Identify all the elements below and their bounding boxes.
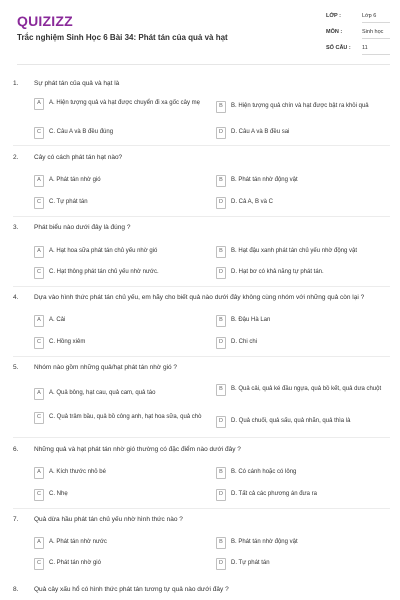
grade-label: LỚP :	[326, 13, 341, 19]
worksheet-title: Trắc nghiệm Sinh Học 6 Bài 34: Phát tán của quả và hạt	[17, 33, 228, 42]
option-text: D. Chi chi	[231, 339, 258, 346]
option-text: D. Tất cả các phương án đưa ra	[231, 491, 317, 498]
option-letter-box: C	[34, 197, 44, 209]
option-text: D. Cả A, B và C	[231, 199, 274, 206]
worksheet-header	[0, 0, 400, 72]
option-d[interactable]	[216, 197, 394, 209]
option-letter-box: C	[34, 267, 44, 279]
question-divider	[13, 356, 390, 357]
option-text: C. Tự phát tán	[49, 199, 88, 206]
option-text: B. Hiện tượng quả chín và hạt được bật ra khỏi quả	[231, 103, 369, 110]
option-text: A. Quả bông, hạt cau, quả cam, quả táo	[49, 390, 156, 397]
option-a[interactable]	[34, 537, 204, 549]
question-divider	[13, 145, 390, 146]
option-letter-box: B	[216, 467, 226, 479]
question-number: 3.	[13, 224, 19, 231]
question-number: 5.	[13, 364, 19, 371]
option-text: C. Câu A và B đều đúng	[49, 129, 114, 136]
option-a[interactable]	[34, 98, 204, 110]
question-text: Quả cây xấu hổ có hình thức phát tán tương tự quả nào dưới đây ?	[34, 586, 229, 593]
meta-underline	[362, 54, 390, 55]
option-b[interactable]	[216, 246, 394, 258]
question-divider	[13, 286, 390, 287]
option-text: D. Quả chuối, quả sấu, quả nhãn, quả thìa là	[231, 418, 351, 425]
option-text: B. Phát tán nhờ động vật	[231, 177, 298, 184]
subject-label: MÔN :	[326, 29, 343, 35]
option-b[interactable]	[216, 467, 394, 479]
option-c[interactable]	[34, 558, 204, 570]
option-text: A. Phát tán nhờ nước	[49, 539, 107, 546]
option-text: D. Hạt bơ có khả năng tự phát tán.	[231, 269, 324, 276]
option-letter-box: A	[34, 388, 44, 400]
option-letter-box: D	[216, 197, 226, 209]
option-b[interactable]	[216, 175, 394, 187]
option-b[interactable]	[216, 315, 394, 327]
question-text: Quả dừa hầu phát tán chủ yếu nhờ hình thức nào ?	[34, 516, 183, 523]
question-text: Phát biểu nào dưới đây là đúng ?	[34, 224, 131, 231]
option-letter-box: A	[34, 175, 44, 187]
option-letter-box: D	[216, 489, 226, 501]
option-text: B. Hạt đậu xanh phát tán chủ yếu nhờ động vật	[231, 248, 358, 255]
option-c[interactable]	[34, 489, 204, 501]
option-letter-box: C	[34, 127, 44, 139]
option-a[interactable]	[34, 315, 204, 327]
option-b[interactable]	[216, 101, 394, 113]
option-letter-box: D	[216, 337, 226, 349]
option-b[interactable]	[216, 384, 394, 396]
option-letter-box: D	[216, 267, 226, 279]
question-number: 6.	[13, 446, 19, 453]
option-text: C. Hồng xiêm	[49, 339, 86, 346]
question-text: Sự phát tán của quả và hạt là	[34, 80, 120, 87]
option-text: A. Kích thước nhỏ bé	[49, 469, 106, 476]
option-a[interactable]	[34, 175, 204, 187]
option-letter-box: A	[34, 246, 44, 258]
option-c[interactable]	[34, 337, 204, 349]
option-d[interactable]	[216, 416, 394, 428]
option-text: A. Cải	[49, 317, 66, 324]
option-d[interactable]	[216, 127, 394, 139]
option-d[interactable]	[216, 267, 394, 279]
option-text: C. Nhẹ	[49, 491, 68, 498]
option-a[interactable]	[34, 246, 204, 258]
grade-value: Lớp 6	[362, 13, 377, 19]
question-number: 2.	[13, 154, 19, 161]
question-divider	[13, 216, 390, 217]
option-letter-box: B	[216, 246, 226, 258]
option-text: B. Phát tán nhờ động vật	[231, 539, 298, 546]
option-letter-box: A	[34, 467, 44, 479]
option-letter-box: C	[34, 412, 44, 424]
question-text: Những quả và hạt phát tán nhờ gió thường có đặc điểm nào dưới đây ?	[34, 446, 241, 453]
option-letter-box: B	[216, 175, 226, 187]
subject-value: Sinh học	[362, 29, 384, 35]
meta-row-grade	[326, 13, 390, 29]
option-text: B. Quả cải, quả ké đầu ngựa, quả bồ kết, quả dưa chuột	[231, 386, 382, 393]
option-text: C. Phát tán nhờ gió	[49, 560, 101, 567]
meta-underline	[362, 22, 390, 23]
option-a[interactable]	[34, 388, 204, 400]
quizizz-logo: QUIZIZZ	[17, 13, 73, 29]
option-letter-box: B	[216, 315, 226, 327]
meta-row-count	[326, 45, 390, 61]
question-text: Cây có cách phát tán hạt nào?	[34, 154, 123, 161]
question-divider	[13, 508, 390, 509]
option-letter-box: A	[34, 98, 44, 110]
option-c[interactable]	[34, 267, 204, 279]
question-number: 4.	[13, 294, 19, 301]
option-d[interactable]	[216, 337, 394, 349]
option-text: C. Quả trâm bầu, quả bồ công anh, hạt hoa sữa, quả chò	[49, 414, 202, 421]
option-text: C. Hạt thông phát tán chủ yếu nhờ nước.	[49, 269, 159, 276]
option-letter-box: A	[34, 315, 44, 327]
option-text: D. Tự phát tán	[231, 560, 270, 567]
option-letter-box: B	[216, 537, 226, 549]
option-text: D. Câu A và B đều sai	[231, 129, 290, 136]
question-text: Nhóm nào gồm những quả/hạt phát tán nhờ gió ?	[34, 364, 178, 371]
option-text: B. Đậu Hà Lan	[231, 317, 271, 324]
option-letter-box: A	[34, 537, 44, 549]
question-number: 8.	[13, 586, 19, 593]
question-number: 1.	[13, 80, 19, 87]
question-count-label: SỐ CÂU :	[326, 45, 351, 51]
option-d[interactable]	[216, 489, 394, 501]
option-letter-box: D	[216, 558, 226, 570]
option-text: B. Có cánh hoặc có lông	[231, 469, 297, 476]
option-c[interactable]	[34, 127, 204, 139]
option-c[interactable]	[34, 197, 204, 209]
option-b[interactable]	[216, 537, 394, 549]
option-a[interactable]	[34, 467, 204, 479]
option-letter-box: D	[216, 416, 226, 428]
question-number: 7.	[13, 516, 19, 523]
option-letter-box: C	[34, 489, 44, 501]
worksheet-meta	[326, 13, 390, 61]
question-divider	[13, 437, 390, 438]
option-text: A. Hạt hoa sữa phát tán chủ yếu nhờ gió	[49, 248, 158, 255]
option-d[interactable]	[216, 558, 394, 570]
header-divider	[17, 64, 390, 65]
question-text: Dựa vào hình thức phát tán chủ yếu, em hãy cho biết quả nào dưới đây không cùng nhóm với những quả còn lại ?	[34, 294, 365, 301]
option-text: A. Phát tán nhờ gió	[49, 177, 101, 184]
option-letter-box: C	[34, 337, 44, 349]
meta-underline	[362, 38, 390, 39]
option-letter-box: C	[34, 558, 44, 570]
option-c[interactable]	[34, 412, 204, 424]
option-letter-box: B	[216, 101, 226, 113]
question-count-value: 11	[362, 45, 368, 51]
meta-row-subject	[326, 29, 390, 45]
option-letter-box: D	[216, 127, 226, 139]
option-letter-box: B	[216, 384, 226, 396]
option-text: A. Hiện tượng quả và hạt được chuyển đi xa gốc cây mẹ	[49, 100, 200, 107]
